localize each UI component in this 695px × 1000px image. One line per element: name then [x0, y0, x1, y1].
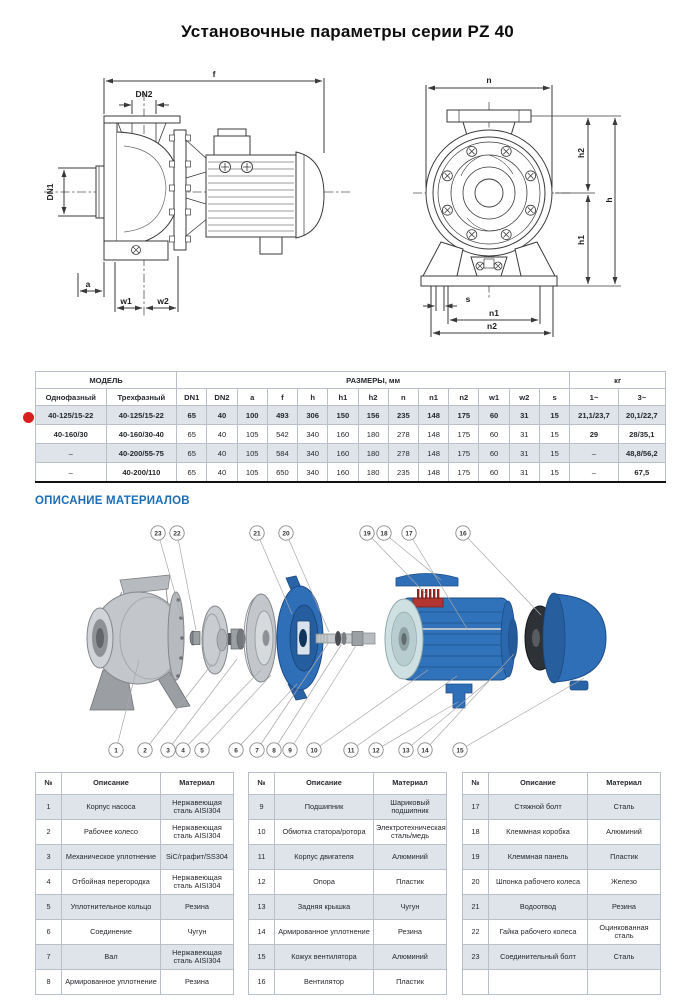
svg-text:22: 22 — [173, 530, 181, 538]
dim-label-dn1: DN1 — [45, 183, 55, 201]
cell: 235 — [388, 406, 418, 425]
cell: Вал — [62, 945, 161, 970]
cell: Чугун — [161, 920, 234, 945]
cell: 21 — [463, 895, 489, 920]
col-header-dim: h2 — [358, 389, 388, 406]
drawing-side-view — [28, 60, 363, 322]
list-item — [249, 795, 447, 820]
cell: 160 — [328, 425, 358, 444]
list-item — [36, 945, 234, 970]
cell — [463, 970, 489, 995]
cell: – — [570, 444, 618, 463]
list-item — [249, 845, 447, 870]
dim-label-s: s — [465, 294, 471, 304]
header-row — [249, 773, 447, 795]
col-header-single: Однофазный — [36, 389, 107, 406]
cell: 48,8/56,2 — [618, 444, 665, 463]
col-header-num: № — [463, 773, 489, 795]
list-item — [249, 920, 447, 945]
table-row — [36, 463, 666, 483]
cell: Гайка рабочего колеса — [489, 920, 588, 945]
table-row — [36, 444, 666, 463]
cell: 17 — [463, 795, 489, 820]
part-baffle-plate — [244, 594, 276, 682]
callout — [360, 526, 426, 594]
cell: Резина — [161, 895, 234, 920]
cell: Пластик — [374, 870, 447, 895]
svg-text:18: 18 — [380, 530, 388, 538]
group-header-model: МОДЕЛЬ — [36, 372, 177, 389]
cell: 40 — [207, 463, 237, 483]
part-bearing — [352, 632, 363, 646]
part-motor — [385, 574, 518, 709]
cell: 175 — [449, 463, 479, 483]
list-item — [36, 795, 234, 820]
table-row — [36, 406, 666, 425]
cell: 100 — [237, 406, 267, 425]
list-item — [463, 920, 661, 945]
col-header-dim: s — [539, 389, 569, 406]
cell: 65 — [177, 444, 207, 463]
col-header-dim: DN1 — [177, 389, 207, 406]
col-header-dim: w1 — [479, 389, 509, 406]
svg-text:9: 9 — [288, 747, 292, 755]
col-header-dim: n1 — [418, 389, 448, 406]
list-item — [249, 970, 447, 995]
list-item — [249, 895, 447, 920]
cell: 340 — [298, 444, 328, 463]
list-item — [463, 795, 661, 820]
cell: 105 — [237, 425, 267, 444]
dim-label-h2: h2 — [576, 148, 586, 158]
list-item — [463, 895, 661, 920]
cell: 21,1/23,7 — [570, 406, 618, 425]
cell: 31 — [509, 406, 539, 425]
col-header-dim: n — [388, 389, 418, 406]
col-header-dim: a — [237, 389, 267, 406]
cell: Алюминий — [374, 845, 447, 870]
part-impeller — [202, 606, 228, 674]
cell: Отбойная перегородка — [62, 870, 161, 895]
col-header-kg1: 1~ — [570, 389, 618, 406]
cell: 19 — [463, 845, 489, 870]
cell: Армированное уплотнение — [62, 970, 161, 995]
cell: Алюминий — [374, 945, 447, 970]
cell: Клеммная коробка — [489, 820, 588, 845]
cell: 180 — [358, 425, 388, 444]
cell: Оцинкованная сталь — [588, 920, 661, 945]
dim-label-w1: w1 — [120, 296, 132, 306]
svg-text:15: 15 — [456, 747, 464, 755]
part-pump-casing — [87, 575, 190, 710]
cell: 105 — [237, 444, 267, 463]
cell: Нержавеющая сталь AISI304 — [161, 870, 234, 895]
svg-text:16: 16 — [459, 530, 467, 538]
cell: 31 — [509, 463, 539, 483]
page-title: Установочные параметры серии PZ 40 — [181, 22, 514, 41]
cell: 28/35,1 — [618, 425, 665, 444]
col-header-dim: w2 — [509, 389, 539, 406]
cell: 13 — [249, 895, 275, 920]
cell: 5 — [36, 895, 62, 920]
svg-text:1: 1 — [114, 747, 118, 755]
cell: Задняя крышка — [275, 895, 374, 920]
cell: Механическое уплотнение — [62, 845, 161, 870]
cell: Сталь — [588, 795, 661, 820]
part-reinforced-seal — [335, 631, 341, 646]
svg-text:8: 8 — [272, 747, 276, 755]
cell: 40 — [207, 425, 237, 444]
col-header-num: № — [249, 773, 275, 795]
cell: 67,5 — [618, 463, 665, 483]
svg-text:10: 10 — [310, 747, 318, 755]
exploded-view — [0, 518, 695, 766]
cell: – — [36, 444, 107, 463]
cell: 31 — [509, 425, 539, 444]
list-item — [36, 845, 234, 870]
list-item — [249, 945, 447, 970]
svg-text:7: 7 — [255, 747, 259, 755]
cell: 65 — [177, 463, 207, 483]
svg-text:11: 11 — [347, 747, 355, 755]
cell: 65 — [177, 425, 207, 444]
cell: 160 — [328, 444, 358, 463]
cell: Железо — [588, 870, 661, 895]
cell: 175 — [449, 444, 479, 463]
svg-text:20: 20 — [282, 530, 290, 538]
list-item — [36, 920, 234, 945]
svg-text:6: 6 — [234, 747, 238, 755]
svg-text:21: 21 — [253, 530, 261, 538]
cell: Опора — [275, 870, 374, 895]
cell: 10 — [249, 820, 275, 845]
cell: 11 — [249, 845, 275, 870]
cell — [489, 970, 588, 995]
cell: 15 — [249, 945, 275, 970]
cell: 15 — [539, 406, 569, 425]
svg-text:12: 12 — [372, 747, 380, 755]
cell: 148 — [418, 406, 448, 425]
cell: 40-160/30 — [36, 425, 107, 444]
cell: Сталь — [588, 945, 661, 970]
materials-table-1 — [35, 772, 234, 995]
svg-text:14: 14 — [421, 747, 429, 755]
list-item — [463, 945, 661, 970]
cell: 148 — [418, 444, 448, 463]
cell: Пластик — [374, 970, 447, 995]
svg-text:2: 2 — [143, 747, 147, 755]
cell: 278 — [388, 444, 418, 463]
cell: 542 — [267, 425, 297, 444]
cell: 340 — [298, 463, 328, 483]
cell: 6 — [36, 920, 62, 945]
cell: 60 — [479, 444, 509, 463]
list-item — [463, 970, 661, 995]
list-item — [463, 820, 661, 845]
dim-label-f: f — [212, 69, 216, 79]
pump-front-outline — [421, 85, 621, 337]
svg-text:5: 5 — [200, 747, 204, 755]
cell: 40-200/55-75 — [106, 444, 177, 463]
cell: Нержавеющая сталь AISI304 — [161, 820, 234, 845]
list-item — [249, 820, 447, 845]
cell: 9 — [249, 795, 275, 820]
header-row — [463, 773, 661, 795]
cell: 4 — [36, 870, 62, 895]
cell: Кожух вентилятора — [275, 945, 374, 970]
svg-text:4: 4 — [181, 747, 185, 755]
part-shaft — [316, 631, 375, 646]
pump-side-outline — [58, 78, 324, 312]
cell — [588, 970, 661, 995]
cell: 40-125/15-22 — [36, 406, 107, 425]
cell: 150 — [328, 406, 358, 425]
group-header-row — [36, 372, 666, 389]
cell: 493 — [267, 406, 297, 425]
cell: 175 — [449, 406, 479, 425]
svg-text:19: 19 — [363, 530, 371, 538]
cell: Нержавеющая сталь AISI304 — [161, 795, 234, 820]
col-header-dim: f — [267, 389, 297, 406]
header-row — [36, 773, 234, 795]
materials-table-2 — [248, 772, 447, 995]
part-terminal-panel — [413, 598, 443, 607]
col-header-desc: Описание — [62, 773, 161, 795]
svg-text:23: 23 — [154, 530, 162, 538]
dimensions-table — [35, 371, 666, 483]
cell: 7 — [36, 945, 62, 970]
list-item — [463, 845, 661, 870]
cell: 23 — [463, 945, 489, 970]
col-header-mat: Материал — [588, 773, 661, 795]
cell: 12 — [249, 870, 275, 895]
cell: Стяжной болт — [489, 795, 588, 820]
dim-label-n2: n2 — [487, 321, 497, 331]
cell: 15 — [539, 425, 569, 444]
cell: 20 — [463, 870, 489, 895]
cell: 180 — [358, 444, 388, 463]
cell: Обмотка статора/ротора — [275, 820, 374, 845]
cell: 40 — [207, 406, 237, 425]
group-header-sizes: РАЗМЕРЫ, мм — [177, 372, 570, 389]
cell: 105 — [237, 463, 267, 483]
dim-label-n1: n1 — [489, 308, 499, 318]
col-header-three: Трехфазный — [106, 389, 177, 406]
cell: 584 — [267, 444, 297, 463]
cell: Подшипник — [275, 795, 374, 820]
col-header-mat: Материал — [374, 773, 447, 795]
cell: Чугун — [374, 895, 447, 920]
cell: Клеммная панель — [489, 845, 588, 870]
col-header-dim: h — [298, 389, 328, 406]
materials-table-3 — [462, 772, 661, 995]
cell: 175 — [449, 425, 479, 444]
cell: 2 — [36, 820, 62, 845]
group-header-kg: кг — [570, 372, 666, 389]
column-header-row — [36, 389, 666, 406]
dim-label-h: h — [604, 197, 614, 203]
cell: 16 — [249, 970, 275, 995]
cell: 306 — [298, 406, 328, 425]
list-item — [36, 820, 234, 845]
cell: Пластик — [588, 845, 661, 870]
cell: 156 — [358, 406, 388, 425]
cell: Корпус двигателя — [275, 845, 374, 870]
col-header-desc: Описание — [275, 773, 374, 795]
cell: 20,1/22,7 — [618, 406, 665, 425]
cell: Вентилятор — [275, 970, 374, 995]
cell: Нержавеющая сталь AISI304 — [161, 945, 234, 970]
dim-label-w2: w2 — [157, 296, 169, 306]
cell: 65 — [177, 406, 207, 425]
cell: Шариковый подшипник — [374, 795, 447, 820]
part-fan-cover — [543, 593, 606, 690]
cell: 160 — [328, 463, 358, 483]
cell: 40-160/30-40 — [106, 425, 177, 444]
cell: 235 — [388, 463, 418, 483]
cell: 29 — [570, 425, 618, 444]
cell: Электротехническая сталь/медь — [374, 820, 447, 845]
cell: – — [570, 463, 618, 483]
cell: 278 — [388, 425, 418, 444]
cell: Водоотвод — [489, 895, 588, 920]
svg-text:13: 13 — [402, 747, 410, 755]
cell: 3 — [36, 845, 62, 870]
svg-text:17: 17 — [405, 530, 413, 538]
cell: Резина — [374, 920, 447, 945]
list-item — [36, 870, 234, 895]
materials-section-heading: ОПИСАНИЕ МАТЕРИАЛОВ — [35, 495, 190, 507]
cell: 40 — [207, 444, 237, 463]
col-header-dim: h1 — [328, 389, 358, 406]
cell: – — [36, 463, 107, 483]
dim-label-n: n — [486, 75, 492, 85]
cell: Корпус насоса — [62, 795, 161, 820]
dim-label-dn2: DN2 — [135, 89, 153, 99]
col-header-num: № — [36, 773, 62, 795]
cell: 22 — [463, 920, 489, 945]
cell: 60 — [479, 425, 509, 444]
cell: 148 — [418, 463, 448, 483]
col-header-kg3: 3~ — [618, 389, 665, 406]
cell: 650 — [267, 463, 297, 483]
part-terminal-box-cover — [396, 574, 458, 587]
cell: 180 — [358, 463, 388, 483]
cell: 40-125/15-22 — [106, 406, 177, 425]
cell: 18 — [463, 820, 489, 845]
cell: 8 — [36, 970, 62, 995]
cell: 15 — [539, 463, 569, 483]
cell: 60 — [479, 463, 509, 483]
cell: Соединительный болт — [489, 945, 588, 970]
dim-label-h1: h1 — [576, 235, 586, 245]
row-marker-dot — [23, 412, 34, 423]
cell: 14 — [249, 920, 275, 945]
svg-text:3: 3 — [166, 747, 170, 755]
col-header-dim: n2 — [449, 389, 479, 406]
cell: Резина — [161, 970, 234, 995]
part-impeller-nut — [190, 631, 200, 645]
cell: 60 — [479, 406, 509, 425]
cell: Алюминий — [588, 820, 661, 845]
cell: 15 — [539, 444, 569, 463]
drawing-front-view — [383, 60, 673, 338]
cell: 40-200/110 — [106, 463, 177, 483]
cell: 31 — [509, 444, 539, 463]
cell: Армированное уплотнение — [275, 920, 374, 945]
list-item — [36, 970, 234, 995]
table-row — [36, 425, 666, 444]
col-header-dim: DN2 — [207, 389, 237, 406]
cell: Рабочее колесо — [62, 820, 161, 845]
cell: SiC/графит/SS304 — [161, 845, 234, 870]
cell: 340 — [298, 425, 328, 444]
cell: Уплотнительное кольцо — [62, 895, 161, 920]
cell: Шпонка рабочего колеса — [489, 870, 588, 895]
col-header-mat: Материал — [161, 773, 234, 795]
dim-label-a: a — [85, 279, 91, 289]
cell: Резина — [588, 895, 661, 920]
col-header-desc: Описание — [489, 773, 588, 795]
list-item — [36, 895, 234, 920]
list-item — [249, 870, 447, 895]
cell: Соединение — [62, 920, 161, 945]
part-support-foot — [446, 684, 472, 708]
part-mechanical-seal — [228, 629, 245, 649]
cell: 148 — [418, 425, 448, 444]
callout — [453, 678, 584, 757]
list-item — [463, 870, 661, 895]
cell: 1 — [36, 795, 62, 820]
